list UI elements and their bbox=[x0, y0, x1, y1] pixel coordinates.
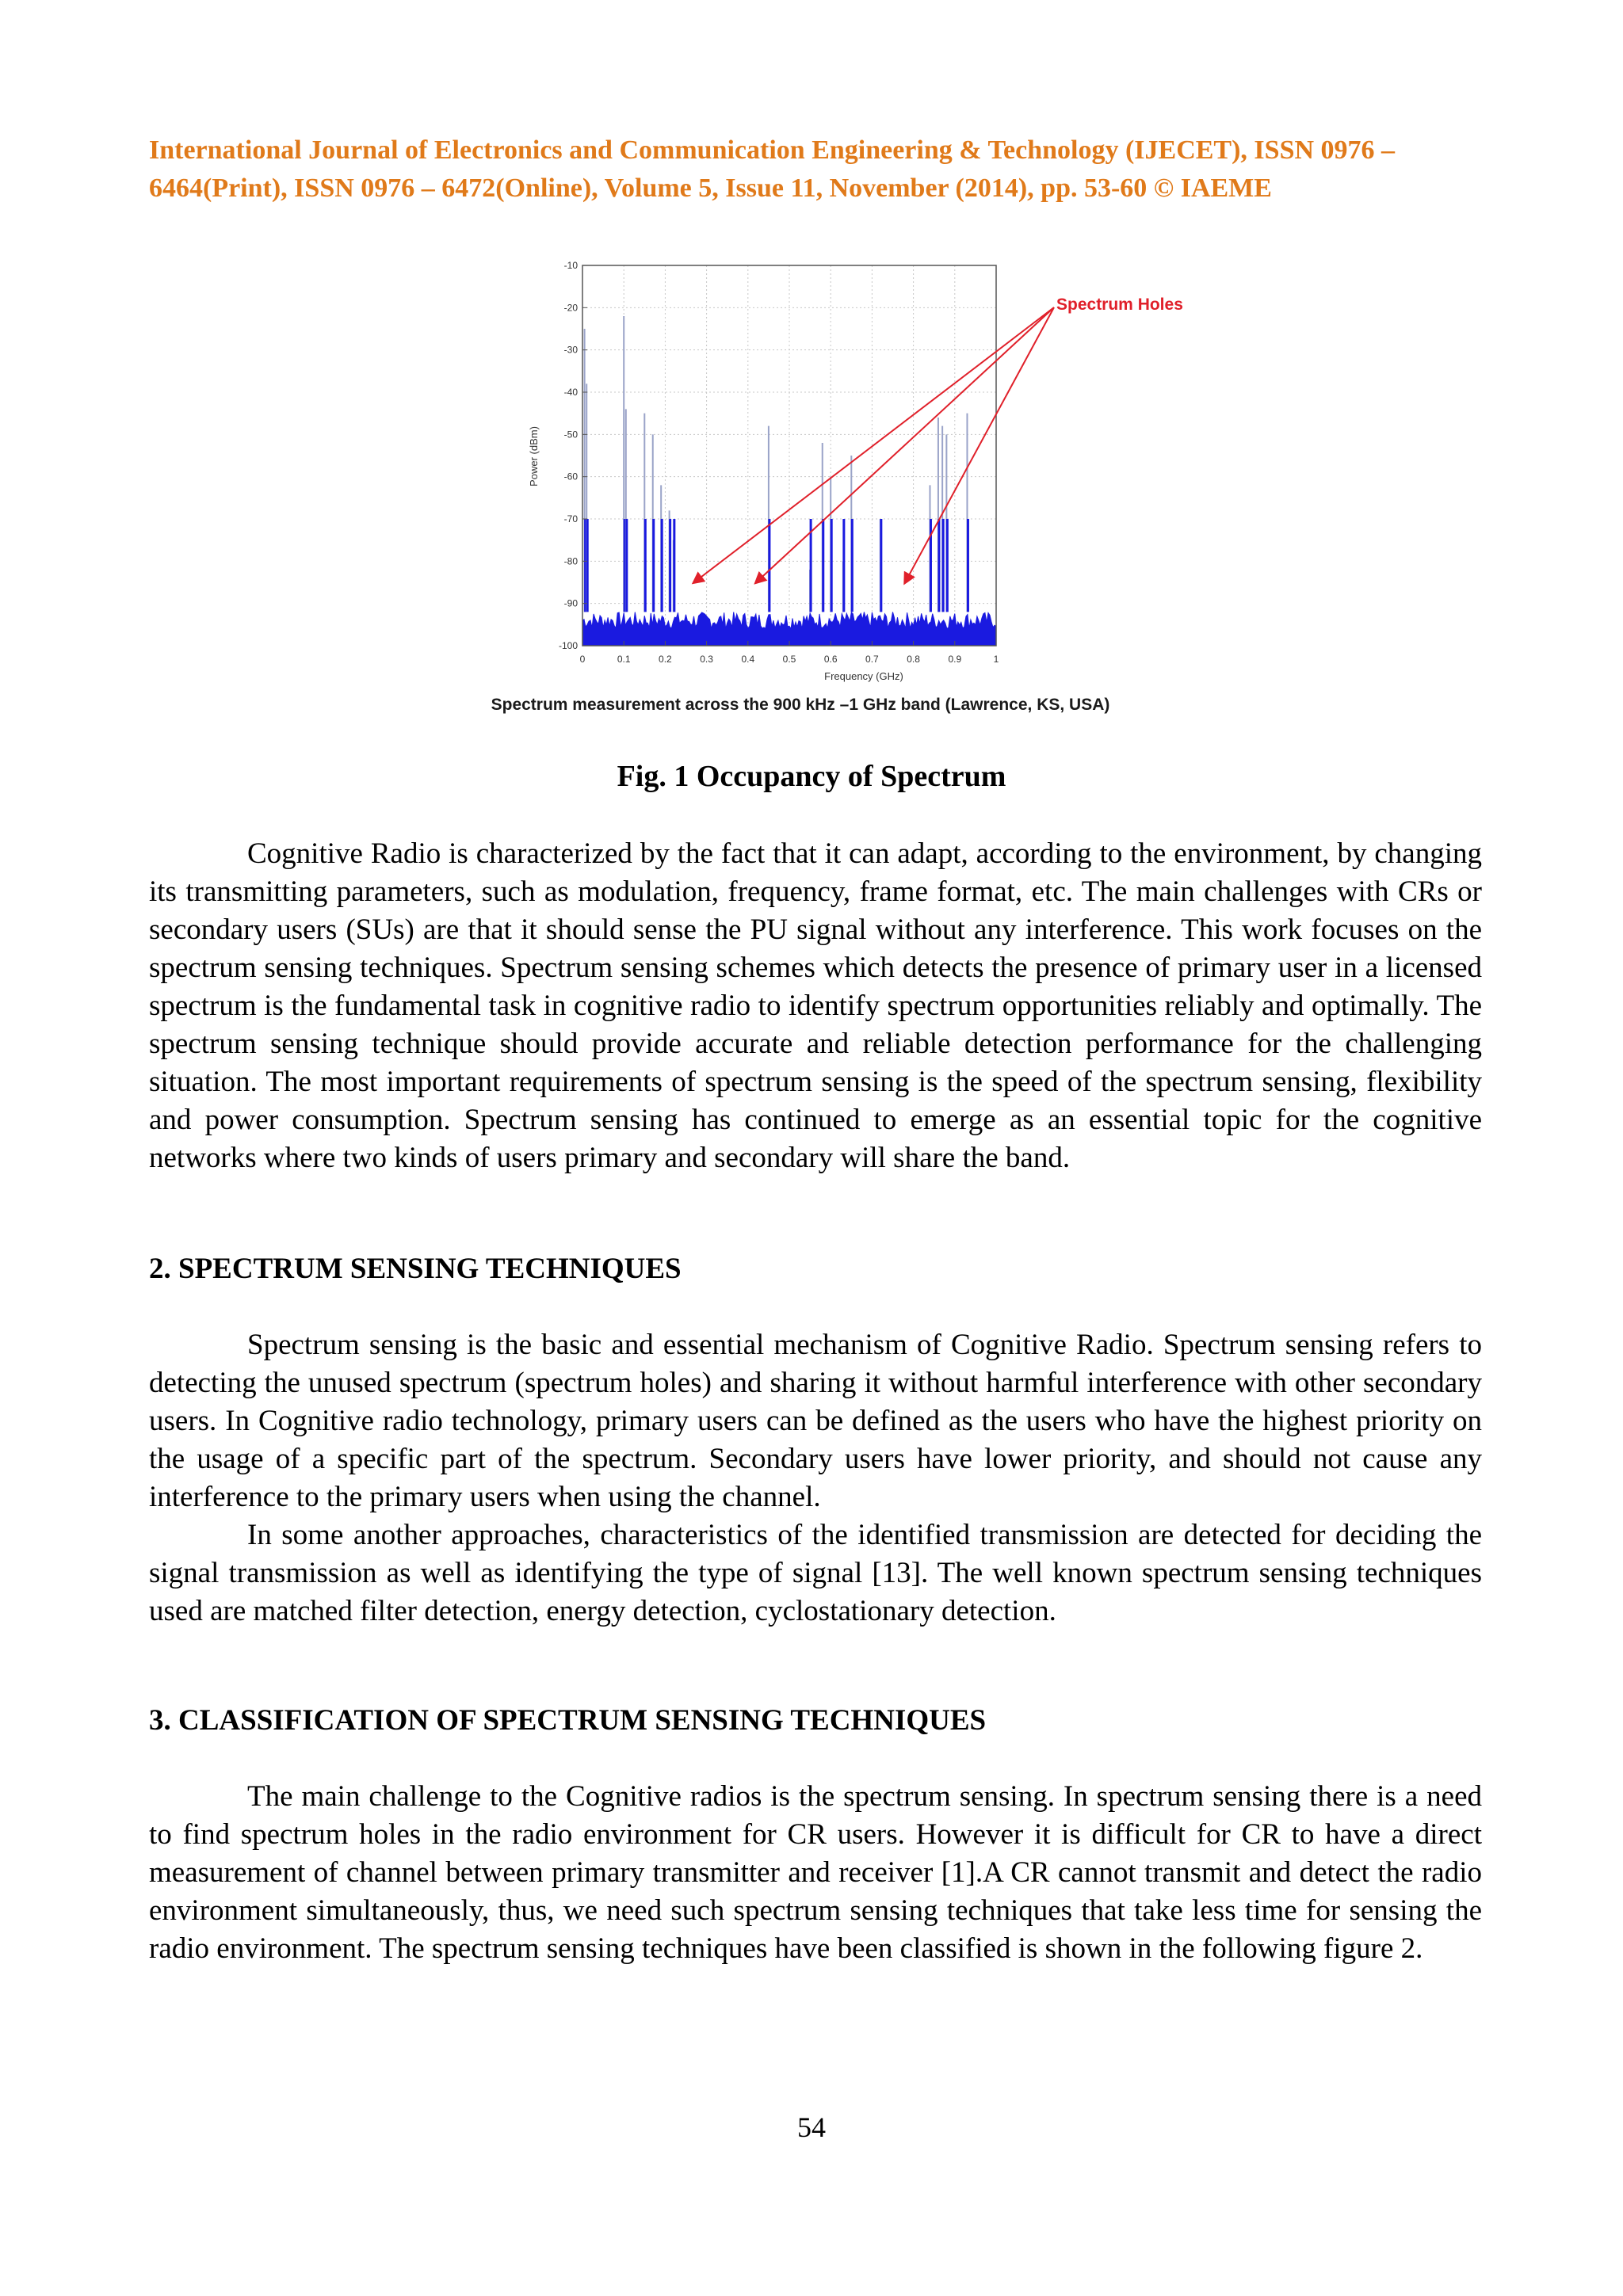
x-tick-label: 0.7 bbox=[865, 654, 879, 665]
y-tick-label: -30 bbox=[563, 344, 578, 356]
intro-paragraph-block bbox=[149, 835, 1482, 1177]
paragraph-cognitive-radio: Cognitive Radio is characterized by the fact that it can adapt, according to the environment, by changing its transmitting parameters, such as modulation, frequency, frame format, etc. The main challenges with CRs or secondary users (SUs) are that it should sense the PU signal without any interference. This work focuses on the spectrum sensing techniques. Spectrum sensing schemes which detects the presence of primary user in a licensed spectrum is the fundamental task in cognitive radio to identify spectrum opportunities reliably and optimally. The spectrum sensing technique should provide accurate and reliable detection performance for the challenging situation. The most important requirements of spectrum sensing is the speed of the spectrum sensing, flexibility and power consumption. Spectrum sensing has continued to emerge as an essential topic for the cognitive networks where two kinds of users primary and secondary will share the band. bbox=[149, 837, 1482, 1174]
x-tick-label: 0.3 bbox=[700, 654, 713, 665]
x-tick-label: 0.6 bbox=[823, 654, 838, 665]
chart-title: Spectrum measurement across the 900 kHz –1 GHz band (Lawrence, KS, USA) bbox=[491, 696, 1110, 714]
y-tick-label: -60 bbox=[563, 471, 578, 482]
x-tick-label: 0.4 bbox=[741, 654, 755, 665]
x-tick-label: 0.1 bbox=[617, 654, 631, 665]
section-3-heading: 3. CLASSIFICATION OF SPECTRUM SENSING TECHNIQUES bbox=[149, 1704, 987, 1737]
journal-header-line-2: 6464(Print), ISSN 0976 – 6472(Online), Volume 5, Issue 11, November (2014), pp. 53-60 © IAEME bbox=[149, 174, 1272, 203]
x-tick-label: 0.9 bbox=[948, 654, 962, 665]
spectrum-holes-label: Spectrum Holes bbox=[1056, 296, 1183, 314]
x-tick-label: 0 bbox=[579, 654, 586, 665]
y-tick-label: -70 bbox=[563, 513, 578, 524]
x-tick-label: 0.5 bbox=[782, 654, 796, 665]
y-tick-label: -10 bbox=[563, 260, 578, 271]
journal-header bbox=[149, 132, 1488, 208]
figure-1-caption: Fig. 1 Occupancy of Spectrum bbox=[617, 760, 1006, 793]
section-2-paragraph-2: In some another approaches, characteristics of the identified transmission are detected for deciding the signal transmission as well as identifying the type of signal [13]. The well known spectrum sensing techniques used are matched filter detection, energy detection, cyclostationary detection. bbox=[149, 1519, 1482, 1627]
x-tick-label: 1 bbox=[993, 654, 999, 665]
y-tick-label: -80 bbox=[563, 555, 578, 567]
figure-1 bbox=[444, 252, 1205, 727]
x-tick-label: 0.2 bbox=[659, 654, 672, 665]
section-2-heading: 2. SPECTRUM SENSING TECHNIQUES bbox=[149, 1253, 682, 1285]
section-2-paragraph-1: Spectrum sensing is the basic and essential mechanism of Cognitive Radio. Spectrum sensing refers to detecting the unused spectrum (spectrum holes) and sharing it without harmful interference with other secondary users. In Cognitive radio technology, primary users can be defined as the users who have the highest priority on the usage of a specific part of the spectrum. Secondary users have lower priority, and should not cause any interference to the primary users when using the channel. bbox=[149, 1329, 1482, 1513]
y-tick-label: -90 bbox=[563, 597, 578, 609]
x-axis-label: Frequency (GHz) bbox=[824, 670, 903, 682]
section-3-body bbox=[149, 1778, 1482, 1968]
y-axis-label: Power (dBm) bbox=[528, 426, 540, 486]
journal-header-line-1: International Journal of Electronics and Communication Engineering & Technology (IJECET), ISSN 0976 – bbox=[149, 135, 1396, 165]
section-3-paragraph-1: The main challenge to the Cognitive radios is the spectrum sensing. In spectrum sensing there is a need to find spectrum holes in the radio environment for CR users. However it is difficult for CR to have a direct measurement of channel between primary transmitter and receiver [1].A CR cannot transmit and detect the radio environment simultaneously, thus, we need such spectrum sensing techniques that take less time for sensing the radio environment. The spectrum sensing techniques have been classified is shown in the following figure 2. bbox=[149, 1780, 1482, 1965]
y-tick-label: -100 bbox=[558, 640, 578, 651]
spectrum-chart bbox=[444, 252, 1205, 727]
page-number: 54 bbox=[797, 2111, 826, 2143]
y-tick-label: -20 bbox=[563, 302, 578, 314]
y-tick-label: -40 bbox=[563, 387, 578, 398]
y-tick-label: -50 bbox=[563, 429, 578, 441]
x-tick-label: 0.8 bbox=[907, 654, 920, 665]
section-2-body bbox=[149, 1326, 1482, 1630]
